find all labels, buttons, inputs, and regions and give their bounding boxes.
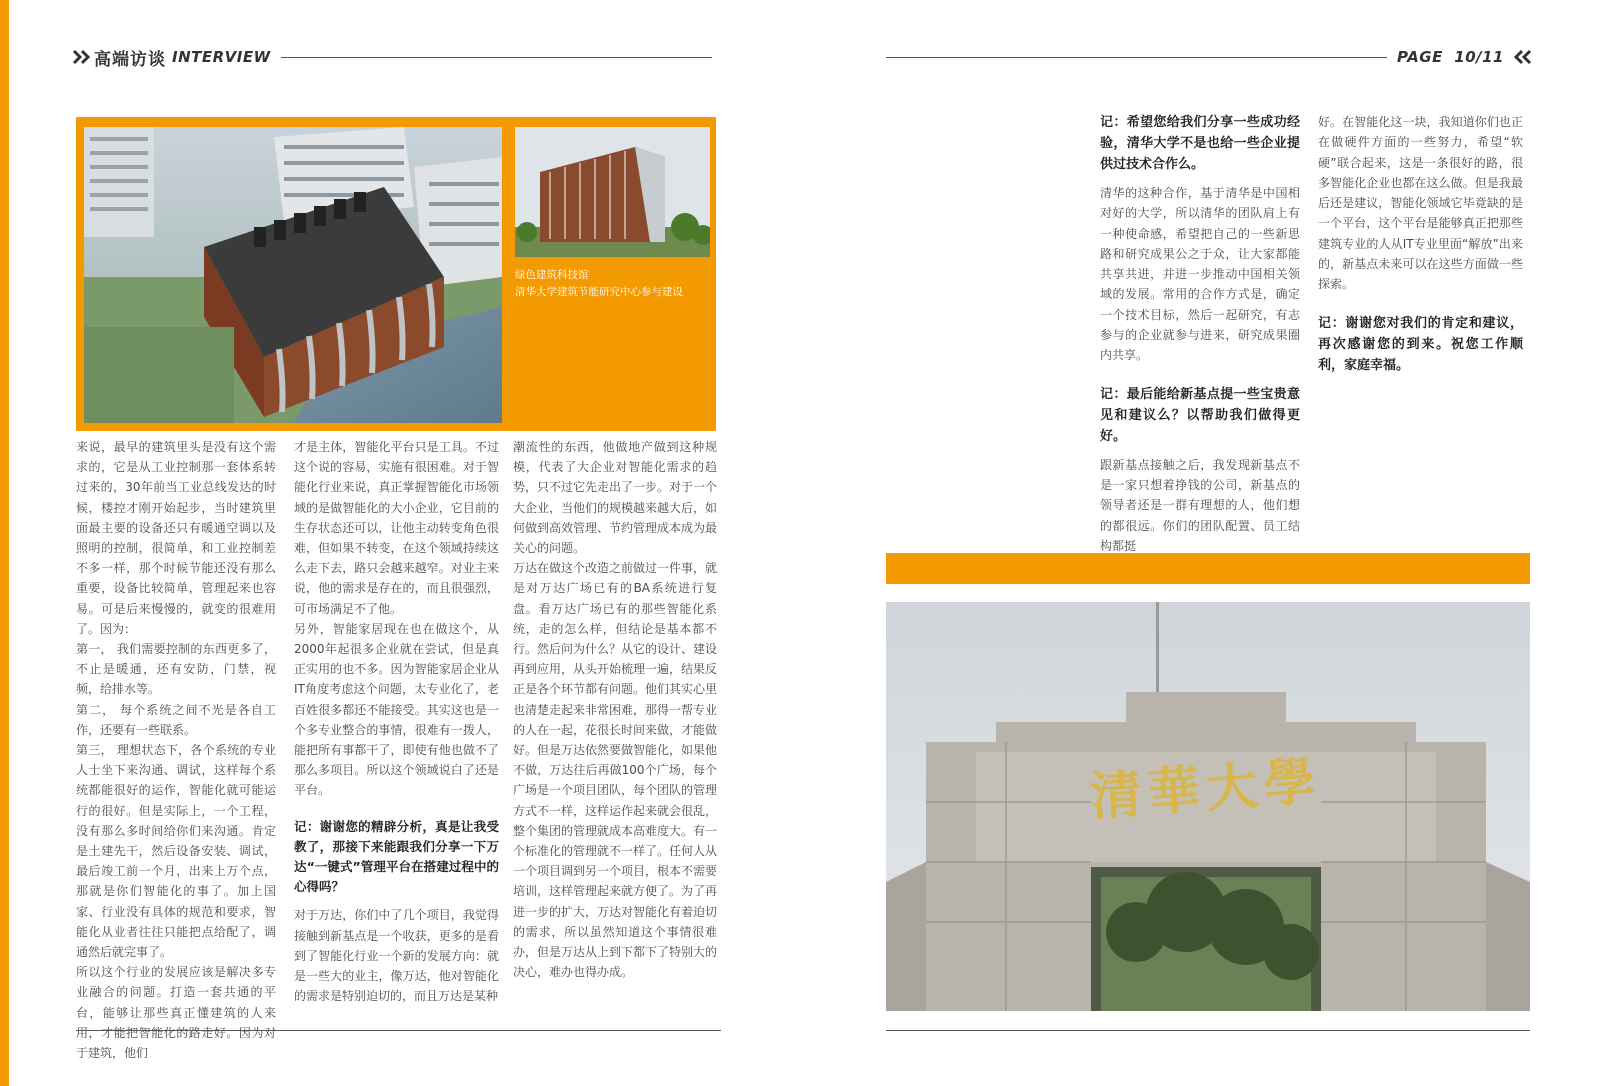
left-edge-accent-bar <box>0 0 9 1086</box>
paragraph: 第二， 每个系统之间不光是各自工作，还要有一些联系。 <box>76 702 276 737</box>
building-facade-photo <box>515 127 710 257</box>
tsinghua-gate-photo <box>886 602 1530 1011</box>
text-column-4 <box>1100 112 1300 574</box>
orange-accent-strip <box>886 553 1530 584</box>
photo-panel <box>76 117 716 431</box>
paragraph: 万达在做这个改造之前做过一件事，就是对万达广场已有的BA系统进行复盘。看万达广场已有的那些智能化系统，走的怎么样，但结论是基本都不行。然后问为什么？从它的设计、建设再到应用，从头开始梳理一遍，结果反正是各个环节都有问题。他们其实心里也清楚走起来非常困难，那得一帮专业的人在一起，花很长时间来做，才能做好。但是万达依然要做智能化，如果他不做，万达往后再做100个广场，每个广场是一个项目团队，每个团队的管理方式不一样，这样运作起来就会很乱，整个集团的管理就成本高难度大。有一个标准化的管理就不一样了。任何人从一个项目调到另一个项目，根本不需要培训，这样管理起来就方便了。为了再进一步的扩大，万达对智能化有着迫切的需求，所以虽然知道这个事情很难办，但是万达从上到下都下了特别大的决心，难办也得办成。 <box>513 561 718 980</box>
bottom-rule-left <box>76 1030 721 1031</box>
paragraph: 才是主体，智能化平台只是工具。不过这个说的容易，实施有很困难。对于智能化行业来说，真正掌握智能化市场领域的是做智能化的大小企业，它目前的生存状态还可以，让他主动转变角色很难，但如果不转变，在这个领域持续这么走下去，路只会越来越窄。对业主来说，他的需求是存在的，而且很强烈，可市场满足不了他。 <box>294 440 499 616</box>
section-title-cn: 高端访谈 <box>94 49 166 70</box>
double-chevron-right-icon <box>72 49 94 65</box>
double-chevron-left-icon <box>1512 49 1534 65</box>
interview-question: 记：谢谢您的精辟分析，真是让我受教了，那接下来能跟我们分享一下万达“一键式”管理平台在搭建过程中的心得吗？ <box>294 818 499 895</box>
text-column-3 <box>513 437 717 982</box>
page-number: PAGE 10/11 <box>1397 48 1504 66</box>
text-column-1 <box>76 437 276 1063</box>
page-header <box>886 46 1534 68</box>
paragraph: 另外，智能家居现在也在做这个，从2000年起很多企业就在尝试，但是真正实用的也不多。因为智能家居企业从IT角度考虑这个问题，太专业化了，老百姓很多都还不能接受。其实这也是一个多专业整合的事情，很难有一拨人，能把所有事都干了，即使有他也做不了那么多项目。所以这个领域说白了还是平台。 <box>294 621 499 798</box>
interview-question: 记：希望您给我们分享一些成功经验，清华大学不是也给一些企业提供过技术合作么。 <box>1100 115 1300 172</box>
bottom-rule-right <box>886 1030 1530 1031</box>
building-aerial-photo <box>84 127 502 423</box>
header-rule <box>886 57 1387 58</box>
interview-answer: 跟新基点接触之后，我发现新基点不是一家只想着挣钱的公司，新基点的领导者还是一群有理想的人，他们想的都很远。你们的团队配置、员工结构都挺 <box>1100 457 1300 553</box>
gate-inscription: 清華大學 <box>1087 750 1324 829</box>
interview-question: 记：谢谢您对我们的肯定和建议，再次感谢您的到来。祝您工作顺利，家庭幸福。 <box>1318 315 1523 373</box>
paragraph: 潮流性的东西，他做地产做到这种规模，代表了大企业对智能化需求的趋势，只不过它先走出了一步。对于一个大企业，当他们的规模越来越大后，如何做到高效管理、节约管理成本成为最关心的问题。 <box>513 440 718 556</box>
section-title-en: INTERVIEW <box>172 48 271 66</box>
paragraph: 第三， 理想状态下，各个系统的专业人士坐下来沟通、调试，这样每个系统都能很好的运作，智能化就可能运行的很好。但是实际上，一个工程，没有那么多时间给你们来沟通。肯定是土建先干，然后设备安装、调试，最后竣工前一个月，出来上万个点，那就是你们智能化的事了。加上国家、行业没有具体的规范和要求，智能化从业者往往只能把点给配了，调通然后就完事了。 <box>76 743 276 960</box>
paragraph: 第一， 我们需要控制的东西更多了，不止是暖通，还有安防，门禁，视频，给排水等。 <box>76 642 276 697</box>
caption-line-2: 清华大学建筑节能研究中心参与建设 <box>515 286 683 298</box>
photo-caption <box>515 267 710 301</box>
section-header <box>72 46 722 68</box>
interview-answer: 好。在智能化这一块，我知道你们也正在做硬件方面的一些努力，希望“软硬”联合起来，这是一条很好的路，很多智能化企业也都在这么做。但是我最后还是建议，智能化领域它毕竟缺的是一个平台，这个平台是能够真正把那些建筑专业的人从IT专业里面“解放”出来的，新基点未来可以在这些方面做一些探索。 <box>1318 115 1523 292</box>
header-rule <box>281 57 712 58</box>
paragraph: 来说，最早的建筑里头是没有这个需求的，它是从工业控制那一套体系转过来的，30年前当工业总线发达的时候，楼控才刚开始起步，当时建筑里面最主要的设备还只有暖通空调以及照明的控制，很简单，和工业控制差不多一样，那个时候节能还没有那么重要，设备比较简单，管理起来也容易。可是后来慢慢的，就变的很难用了。因为： <box>76 440 276 636</box>
text-column-2 <box>294 437 499 1006</box>
paragraph: 所以这个行业的发展应该是解决多专业融合的问题。打造一套共通的平台，能够让那些真正懂建筑的人来用，才能把智能化的路走好。因为对于建筑，他们 <box>76 965 276 1061</box>
interview-answer: 清华的这种合作，基于清华是中国相对好的大学，所以清华的团队肩上有一种使命感，希望把自己的一些新思路和研究成果公之于众，让大家都能共享共进，并进一步推动中国相关领域的发展。常用的合作方式是，确定一个技术目标，然后一起研究，有志参与的企业就参与进来，研究成果圈内共享。 <box>1100 186 1300 363</box>
interview-question: 记：最后能给新基点提一些宝贵意见和建议么？以帮助我们做得更好。 <box>1100 386 1300 444</box>
text-column-5 <box>1318 112 1523 384</box>
caption-line-1: 绿色建筑科技馆 <box>515 269 589 281</box>
interview-answer: 对于万达，你们中了几个项目，我觉得接触到新基点是一个收获，更多的是看到了智能化行业一个新的发展方向：就是一些大的业主，像万达，他对智能化的需求是特别迫切的，而且万达是某种 <box>294 908 499 1004</box>
